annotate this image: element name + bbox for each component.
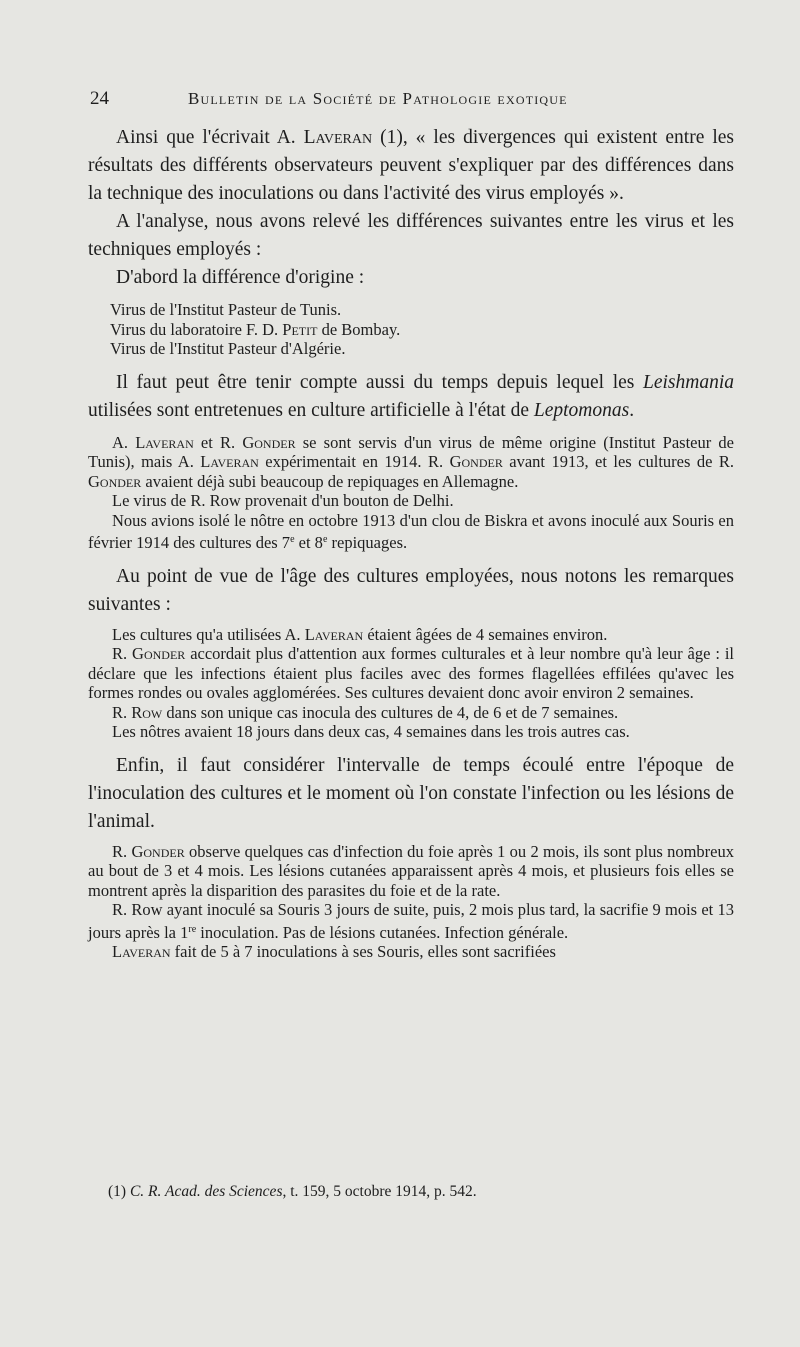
paragraph-differences: A l'analyse, nous avons relevé les différences suivantes entre les virus et les techniques employés :	[88, 211, 734, 260]
small-paragraph-biskra: Nous avions isolé le nôtre en octobre 1913 d'un clou de Biskra et avons inoculé aux Souris en février 1914 des cultures des 7e et 8e repiquages.	[88, 510, 734, 552]
small-paragraph-laveran-age: Les cultures qu'a utilisées A. Laveran étaient âgées de 4 semaines environ.	[112, 624, 608, 644]
page-body	[88, 124, 734, 962]
running-title: Bulletin de la Société de Pathologie exotique	[188, 89, 568, 108]
page-header	[90, 88, 736, 112]
paragraph-origin: D'abord la différence d'origine :	[116, 267, 365, 288]
small-paragraph-row-case: R. Row dans son unique cas inocula des cultures de 4, de 6 et de 7 semaines.	[112, 702, 619, 722]
paragraph-age: Au point de vue de l'âge des cultures employées, nous notons les remarques suivantes :	[88, 565, 734, 615]
origin-list	[88, 300, 734, 359]
page-number: 24	[90, 88, 109, 109]
paragraph-interval: Enfin, il faut considérer l'intervalle de temps écoulé entre l'époque de l'inoculation des cultures et le moment où l'on constate l'infection ou les lésions de l'animal.	[88, 754, 734, 832]
small-paragraph-row-mouse: R. Row ayant inoculé sa Souris 3 jours de suite, puis, 2 mois plus tard, la sacrifie 9 mois et 13 jours après la 1re inoculation. Pas de lésions cutanées. Infection générale.	[88, 900, 734, 942]
small-paragraph-laveran-inoculations: Laveran fait de 5 à 7 inoculations à ses Souris, elles sont sacrifiées	[112, 942, 556, 961]
small-paragraph-row: Le virus de R. Row provenait d'un bouton de Delhi.	[112, 491, 454, 510]
small-paragraph-gonder-liver: R. Gonder observe quelques cas d'infection du foie après 1 ou 2 mois, ils sont plus nombreux au bout de 3 et 4 mois. Les lésions cutanées apparaissent après 4 mois, et plusieurs fois elles se montrent après la disparition des parasites du foie et de la rate.	[88, 841, 734, 900]
footnote: (1) C. R. Acad. des Sciences, t. 159, 5 octobre 1914, p. 542.	[108, 1183, 477, 1200]
paragraph-laveran-quote: Ainsi que l'écrivait A. Laveran (1), « les divergences qui existent entre les résultats des différents observateurs peuvent s'expliquer par des différences dans la technique des inoculations ou dans l'activité des virus employés ».	[88, 127, 734, 204]
paragraph-leishmania: Il faut peut être tenir compte aussi du temps depuis lequel les Leishmania utilisées sont entretenues en culture artificielle à l'état de Leptomonas.	[88, 371, 734, 421]
list-item: Virus de l'Institut Pasteur de Tunis.	[110, 300, 342, 319]
list-item: Virus du laboratoire F. D. Petit de Bombay.	[110, 319, 401, 339]
small-paragraph-gonder-forms: R. Gonder accordait plus d'attention aux formes culturales et à leur nombre qu'à leur âge : il déclare que les infections étaient plus faciles avec des formes flagellées effilées qu'avec les formes rondes ou ovales agglomérées. Ses cultures devaient donc avoir environ 2 semaines.	[88, 644, 734, 702]
author-name: Laveran	[303, 127, 373, 148]
list-item: Virus de l'Institut Pasteur d'Algérie.	[110, 339, 346, 358]
small-paragraph-ours: Les nôtres avaient 18 jours dans deux cas, 4 semaines dans les trois autres cas.	[112, 722, 630, 741]
small-paragraph-virus-origin: A. Laveran et R. Gonder se sont servis d'un virus de même origine (Institut Pasteur de Tunis), mais A. Laveran expérimentait en 1914. R. Gonder avant 1913, et les cultures de R. Gonder avaient déjà subi beaucoup de repiquages en Allemagne.	[88, 432, 734, 491]
